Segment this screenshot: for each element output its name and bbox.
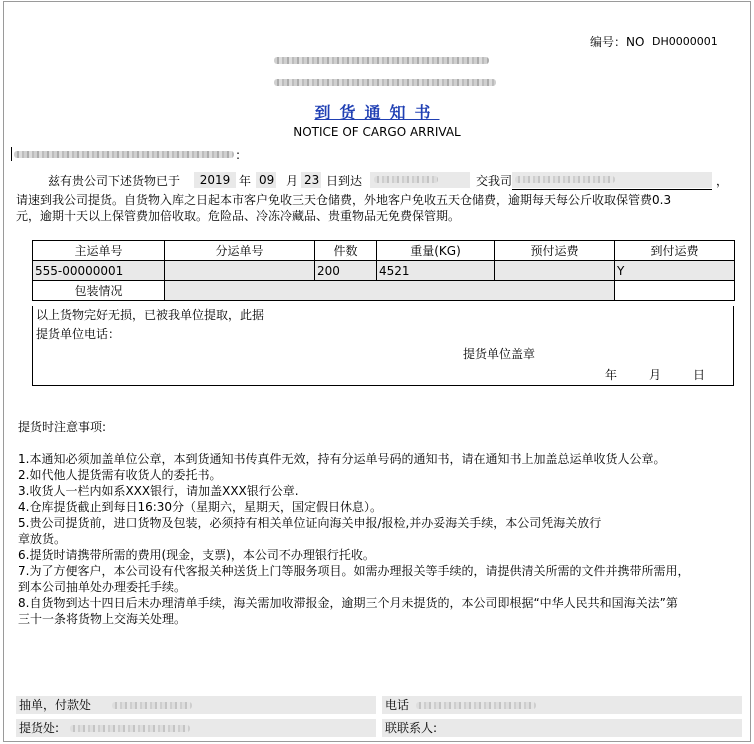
payment-office-redacted [112, 702, 192, 709]
month-unit: 月 [286, 174, 299, 188]
year-unit: 年 [239, 174, 252, 188]
phone-redacted [416, 702, 536, 709]
phone-field[interactable] [382, 696, 742, 714]
title-en: NOTICE OF CARGO ARRIVAL [293, 125, 461, 139]
doc-number-label: 编号：NO [590, 35, 645, 49]
doc-number-value: DH0000001 [652, 35, 718, 48]
note-item: 1.本通知必须加盖单位公章，本到货通知书传真件无效，持有分运单号码的通知书，请在通知书上加盖总运单收货人公章。 [18, 452, 666, 466]
note-item: 7.为了方便客户，本公司设有代客报关种送货上门等服务项目。如需办理报关等手续的，请提供清关所需的文件并携带所需用， [18, 564, 690, 578]
packing-row [33, 281, 735, 301]
intro-comma: ， [716, 174, 729, 188]
cell-master-awb[interactable]: 555-00000001 [33, 261, 165, 281]
cargo-table [32, 240, 735, 301]
intro-mid: 交我司 [476, 174, 513, 188]
note-item: 章放货。 [18, 532, 67, 546]
addressee-colon: : [236, 148, 241, 162]
pickup-office-redacted [70, 725, 190, 732]
contact-field[interactable] [382, 719, 742, 737]
arrival-day-field[interactable]: 23 [301, 172, 321, 188]
note-item: 2.如代他人提货需有收货人的委托书。 [18, 468, 222, 482]
note-item: 5.贵公司提货前，进口货物及包装，必须持有相关单位证向海关申报/报检,并办妥海关手续，本公司凭海关放行 [18, 516, 602, 530]
intro-prefix: 兹有贵公司下述货物已于 [48, 174, 181, 188]
note-item: 3.收货人一栏内如系XXX银行，请加盖XXX银行公章. [18, 484, 299, 498]
note-item: 6.提货时请携带所需的费用(现金，支票)，本公司不办理银行托收。 [18, 548, 375, 562]
cell-collect[interactable]: Y [615, 261, 735, 281]
arrival-place-field[interactable] [370, 172, 470, 188]
receipt-phone-label: 提货单位电话： [36, 327, 121, 341]
day-unit: 日到达 [326, 174, 363, 188]
pickup-office-label: 提货处: [19, 721, 60, 735]
table-header-row [33, 241, 735, 261]
col-header-collect: 到付运费 [615, 241, 735, 261]
payment-office-field[interactable] [16, 696, 376, 714]
cell-weight[interactable]: 4521 [377, 261, 495, 281]
col-header-house-awb: 分运单号 [165, 241, 315, 261]
col-header-weight: 重量(KG) [377, 241, 495, 261]
arrival-year-field[interactable]: 2019 [194, 172, 236, 188]
col-header-master-awb: 主运单号 [33, 241, 165, 261]
col-header-pieces: 件数 [315, 241, 377, 261]
packing-extra-cell [615, 281, 735, 301]
receipt-month: 月 [649, 368, 662, 382]
agent-company-underline [512, 189, 712, 190]
table-row [33, 261, 735, 281]
agent-company-redacted [515, 176, 615, 183]
notes-heading: 提货时注意事项: [18, 420, 107, 434]
company-address-redacted [274, 79, 496, 86]
intro-line3: 元，逾期十天以上保管费加倍收取。危险品、冷冻冷藏品、贵重物品无免费保管期。 [16, 209, 461, 223]
arrival-month-field[interactable]: 09 [256, 172, 276, 188]
cell-house-awb[interactable] [165, 261, 315, 281]
arrival-place-redacted [374, 176, 438, 183]
cargo-arrival-notice [3, 1, 751, 742]
intro-line2: 请速到我公司提货。自货物入库之日起本市客户免收三天仓储费，外地客户免收五天仓储费，逾期每天每公斤收取保管费0.3 [16, 193, 672, 207]
packing-value-field[interactable] [165, 281, 615, 301]
receipt-year: 年 [605, 368, 618, 382]
cell-prepaid[interactable] [495, 261, 615, 281]
payment-office-label: 抽单，付款处 [19, 698, 92, 712]
receipt-day: 日 [693, 368, 706, 382]
note-item: 到本公司抽单处办理委托手续。 [18, 580, 187, 594]
cell-pieces[interactable]: 200 [315, 261, 377, 281]
receipt-statement: 以上货物完好无损，已被我单位提取，此据 [36, 308, 265, 322]
title-cn: 到货通知书 [314, 103, 440, 122]
company-name-redacted [274, 57, 489, 64]
note-item: 三十一条将货物上交海关处理。 [18, 612, 187, 626]
col-header-prepaid: 预付运费 [495, 241, 615, 261]
pickup-office-field[interactable] [16, 719, 376, 737]
receipt-box [32, 306, 734, 386]
agent-company-field[interactable] [512, 172, 712, 188]
receipt-seal-label: 提货单位盖章 [463, 347, 536, 361]
addressee-redacted [14, 151, 234, 158]
contact-label: 联联系人: [385, 721, 438, 735]
note-item: 8.自货物到达十四日后未办理清单手续，海关需加收滞报金，逾期三个月未提货的，本公司即根据“中华人民共和国海关法”第 [18, 596, 678, 610]
note-item: 4.仓库提货截止到每日16:30分（星期六，星期天，国定假日休息）。 [18, 500, 383, 514]
packing-label: 包装情况 [33, 281, 165, 301]
addressee-bracket [11, 147, 12, 161]
phone-label: 电话 [385, 698, 410, 712]
